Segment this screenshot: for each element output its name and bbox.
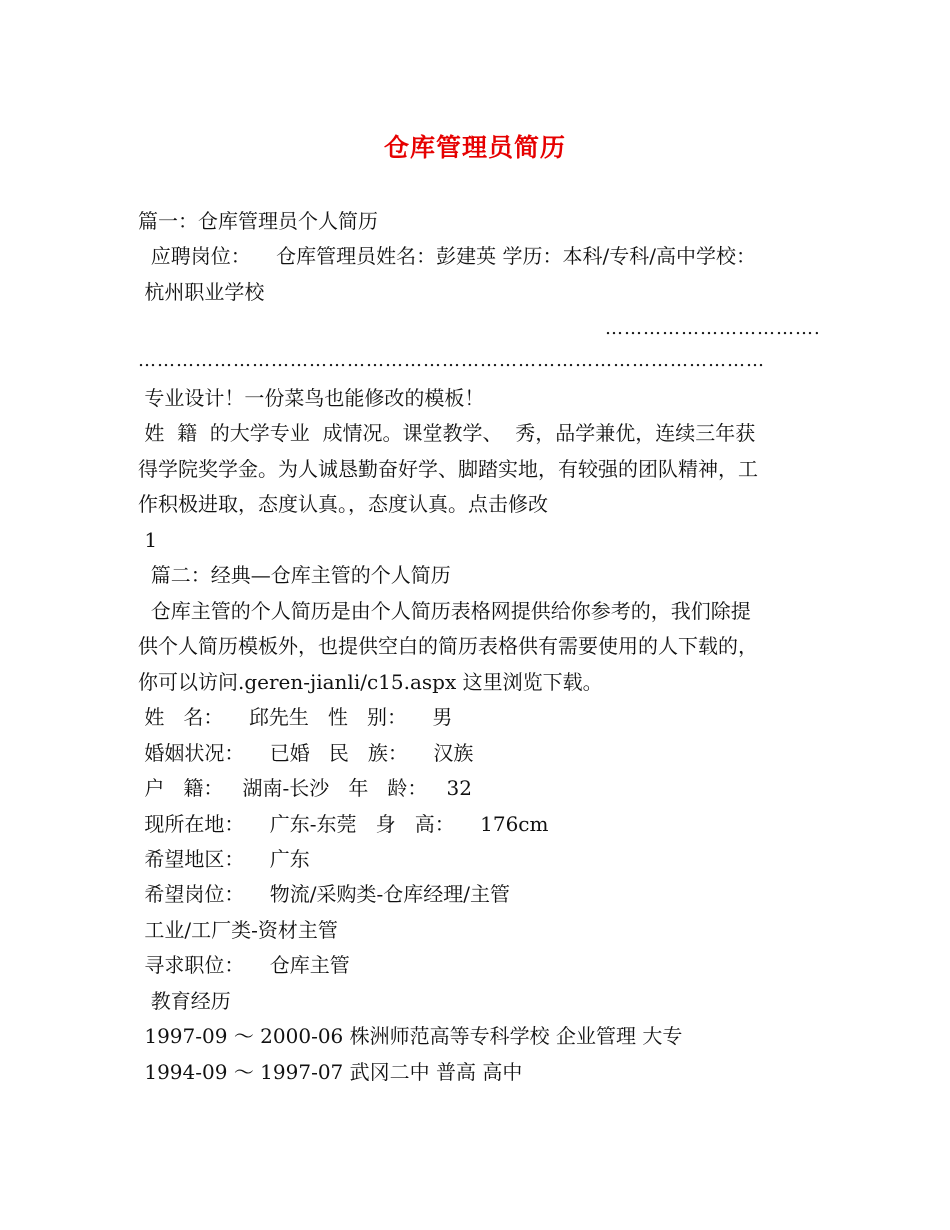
dotted-leader: ……………………………. [605,318,821,339]
text-line: 你可以访问.geren-jianli/c15.aspx 这里浏览下载。 [138,670,603,694]
text-line: 作积极进取，态度认真。，态度认真。点击修改 [138,492,548,516]
profile-row: 姓 名： 邱先生 性 别： 男 [138,705,453,729]
page-number: 1 [138,528,158,552]
profile-row: 现所在地： 广东-东莞 身 高： 176cm [138,812,549,836]
text-line: 仓库主管的个人简历是由个人简历表格网提供给你参考的，我们除提 [138,599,751,623]
profile-row: 工业/工厂类-资材主管 [138,918,338,942]
profile-row: 希望岗位： 物流/采购类-仓库经理/主管 [138,882,511,906]
profile-row: 希望地区： 广东 [138,847,310,871]
page-title: 仓库管理员简历 [383,133,566,162]
text-line: 供个人简历模板外，也提供空白的简历表格供有需要使用的人下载的， [138,634,758,658]
profile-row: 寻求职位： 仓库主管 [138,953,350,977]
text-line: 应聘岗位： 仓库管理员姓名：彭建英 学历：本科/专科/高中学校： [138,244,756,268]
dotted-leader: ……………………………………………………………………………………… [138,350,765,371]
text-line: 专业设计！一份菜鸟也能修改的模板！ [138,386,485,410]
profile-row: 婚姻状况： 已婚 民 族： 汉族 [138,741,474,765]
profile-row: 户 籍： 湖南-长沙 年 龄： 32 [138,776,472,800]
text-line: 杭州职业学校 [138,280,265,304]
section-heading-1: 篇一：仓库管理员个人简历 [138,209,378,233]
section-heading-2: 篇二：经典—仓库主管的个人简历 [138,563,451,587]
education-row: 1997-09 ～ 2000-06 株洲师范高等专科学校 企业管理 大专 [138,1024,683,1048]
education-heading: 教育经历 [138,989,231,1013]
education-row: 1994-09 ～ 1997-07 武冈二中 普高 高中 [138,1060,523,1084]
text-line: 得学院奖学金。为人诚恳勤奋好学、脚踏实地，有较强的团队精神，工 [138,457,758,481]
text-line: 姓 籍 的大学专业 成情况。课堂教学、 秀，品学兼优，连续三年获 [138,421,756,445]
